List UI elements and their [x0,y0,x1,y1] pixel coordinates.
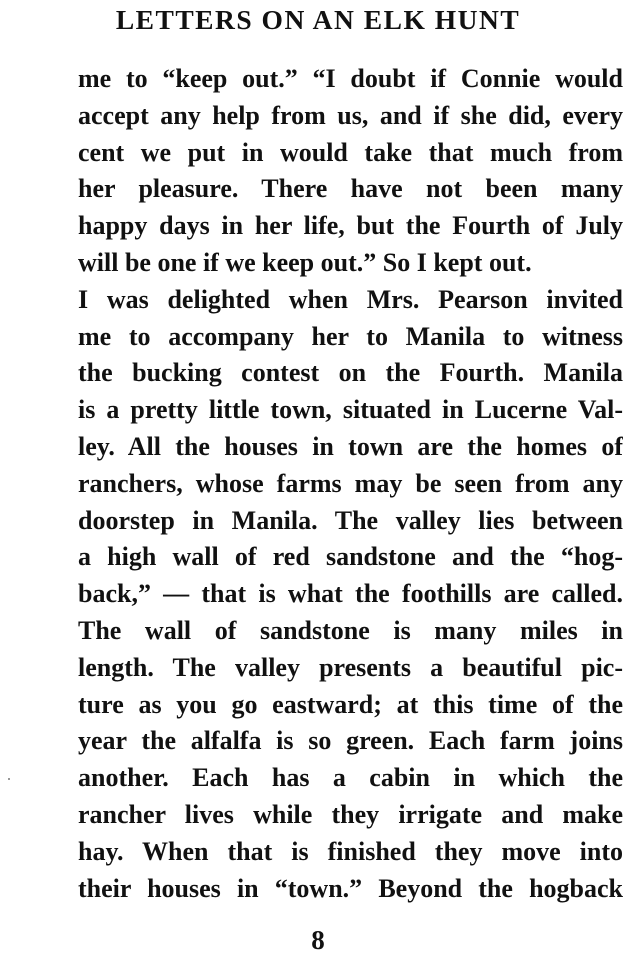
text-line: ture as you go eastward; at this time of the [78,689,623,719]
text-line: is a pretty little town, situated in Lucerne Val- [78,395,623,425]
text-line: ley. All the houses in town are the homes of [78,431,623,461]
text-line: me to accompany her to Manila to witness [78,321,623,351]
text-line: rancher lives while they irrigate and make [78,799,623,829]
margin-speck [8,778,10,780]
text-line: her pleasure. There have not been many [78,174,623,204]
text-line: accept any help from us, and if she did, every [78,100,623,130]
text-line: ranchers, whose farms may be seen from any [78,468,623,498]
text-line: will be one if we keep out.” So I kept out. [78,247,532,277]
text-line: a high wall of red sandstone and the “hog- [78,542,623,572]
body-text [78,61,623,907]
text-line: length. The valley presents a beautiful pic- [78,652,623,682]
text-line: another. Each has a cabin in which the [78,763,623,793]
running-head-title: LETTERS ON AN ELK HUNT [115,4,521,35]
text-line: the bucking contest on the Fourth. Manila [78,358,623,388]
text-line: The wall of sandstone is many miles in [78,615,623,645]
text-line: cent we put in would take that much from [78,137,623,167]
text-line: back,” — that is what the foothills are called. [78,579,623,609]
text-line: doorstep in Manila. The valley lies between [78,505,623,535]
text-line: I was delighted when Mrs. Pearson invited [78,284,623,314]
text-line: hay. When that is finished they move into [78,836,623,866]
text-line: year the alfalfa is so green. Each farm joins [78,726,623,756]
text-line: happy days in her life, but the Fourth of July [78,211,623,241]
text-line: me to “keep out.” “I doubt if Connie would [78,64,623,93]
text-line: their houses in “town.” Beyond the hogback [78,873,623,903]
page-number: 8 [311,925,325,955]
